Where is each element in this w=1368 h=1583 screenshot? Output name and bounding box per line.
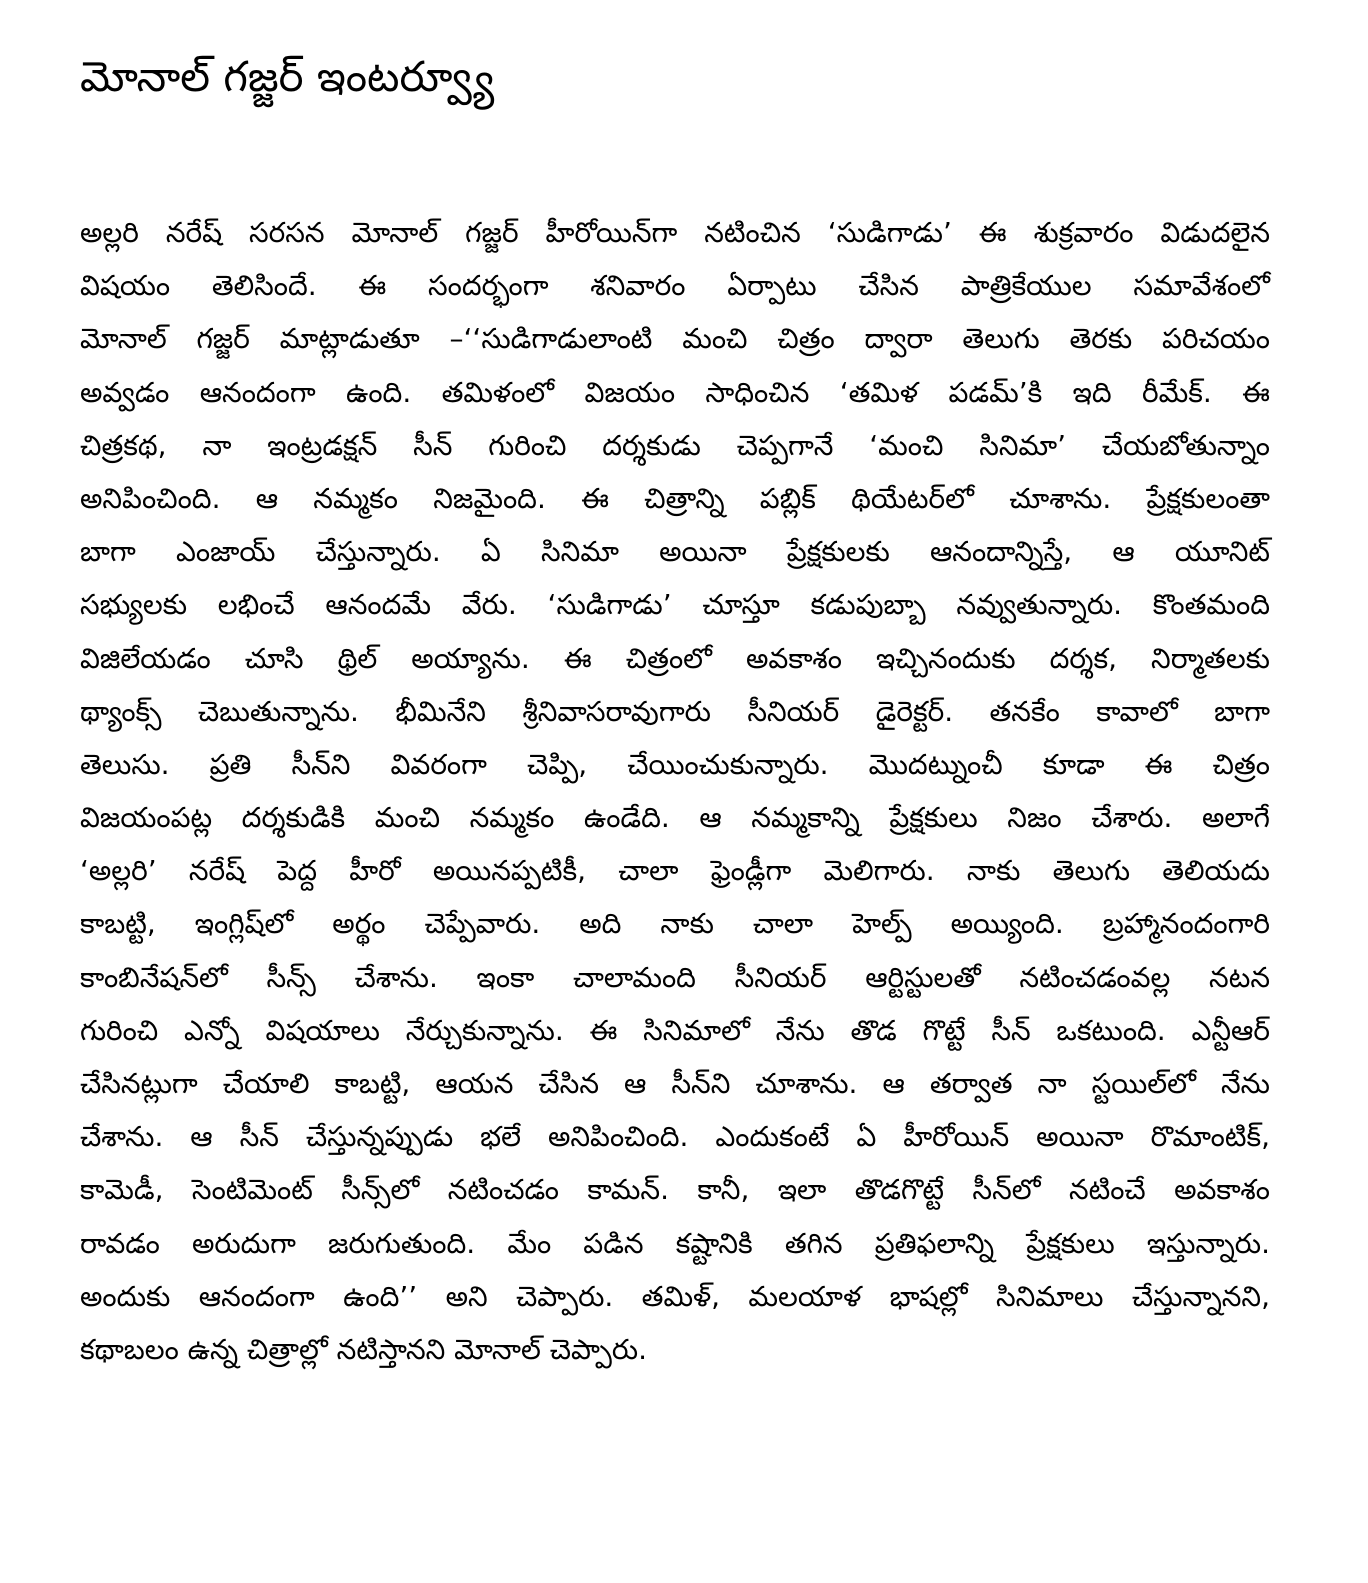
body-line: అనిపించింది. ఆ నమ్మకం నిజమైంది. ఈ చిత్రాన్ని పబ్లిక్ థియేటర్‌లో చూశాను. ప్రేక్షకులంతా xyxy=(80,481,1270,515)
body-line: విజయంపట్ల దర్శకుడికి మంచి నమ్మకం ఉండేది. ఆ నమ్మకాన్ని ప్రేక్షకులు నిజం చేశారు. అలాగే xyxy=(80,801,1270,835)
body-line: కాంబినేషన్‌లో సీన్స్ చేశాను. ఇంకా చాలామంది సీనియర్ ఆర్టిస్టులతో నటించడంవల్ల నటన xyxy=(80,960,1270,994)
article-title: మోనాల్ గజ్జర్ ఇంటర్వ్యూ xyxy=(80,52,495,101)
body-line: కథాబలం ఉన్న చిత్రాల్లో నటిస్తానని మోనాల్ చెప్పారు. xyxy=(80,1332,648,1366)
body-line: తెలుసు. ప్రతి సీన్‌ని వివరంగా చెప్పి, చేయించుకున్నారు. మొదట్నుంచీ కూడా ఈ చిత్రం xyxy=(80,747,1270,781)
body-line: విషయం తెలిసిందే. ఈ సందర్భంగా శనివారం ఏర్పాటు చేసిన పాత్రికేయుల సమావేశంలో xyxy=(80,269,1270,303)
body-line: థ్యాంక్స్ చెబుతున్నాను. భీమినేని శ్రీనివాసరావుగారు సీనియర్ డైరెక్టర్. తనకేం కావాలో బాగా xyxy=(80,694,1270,728)
body-line: సభ్యులకు లభించే ఆనందమే వేరు. ‘సుడిగాడు’ చూస్తూ కడుపుబ్బా నవ్వుతున్నారు. కొంతమంది xyxy=(80,588,1270,622)
body-line: అందుకు ఆనందంగా ఉంది’’ అని చెప్పారు. తమిళ్, మలయాళ భాషల్లో సినిమాలు చేస్తున్నానని, xyxy=(80,1279,1270,1313)
body-line: గురించి ఎన్నో విషయాలు నేర్చుకున్నాను. ఈ సినిమాలో నేను తొడ గొట్టే సీన్ ఒకటుంది. ఎన్టీఆర్ xyxy=(80,1013,1270,1047)
article-body xyxy=(80,206,1270,1376)
body-line: చేశాను. ఆ సీన్ చేస్తున్నప్పుడు భలే అనిపించింది. ఎందుకంటే ఏ హీరోయిన్ అయినా రొమాంటిక్, xyxy=(80,1120,1270,1154)
body-line: కామెడీ, సెంటిమెంట్ సీన్స్‌లో నటించడం కామన్. కానీ, ఇలా తొడగొట్టే సీన్‌లో నటించే అవకాశం xyxy=(80,1173,1270,1207)
body-line: మోనాల్ గజ్జర్ మాట్లాడుతూ –‘‘సుడిగాడులాంటి మంచి చిత్రం ద్వారా తెలుగు తెరకు పరిచయం xyxy=(80,322,1270,356)
body-line: విజిలేయడం చూసి థ్రిల్ అయ్యాను. ఈ చిత్రంలో అవకాశం ఇచ్చినందుకు దర్శక, నిర్మాతలకు xyxy=(80,641,1270,675)
body-line: బాగా ఎంజాయ్ చేస్తున్నారు. ఏ సినిమా అయినా ప్రేక్షకులకు ఆనందాన్నిస్తే, ఆ యూనిట్ xyxy=(80,535,1270,569)
body-line: కాబట్టి, ఇంగ్లిష్‌లో అర్థం చెప్పేవారు. అది నాకు చాలా హెల్ప్ అయ్యింది. బ్రహ్మానందంగారి xyxy=(80,907,1270,941)
body-line: అవ్వడం ఆనందంగా ఉంది. తమిళంలో విజయం సాధించిన ‘తమిళ పడమ్’కి ఇది రీమేక్. ఈ xyxy=(80,375,1270,409)
body-line: రావడం అరుదుగా జరుగుతుంది. మేం పడిన కష్టానికి తగిన ప్రతిఫలాన్ని ప్రేక్షకులు ఇస్తున్నారు. xyxy=(80,1226,1270,1260)
body-line: చేసినట్లుగా చేయాలి కాబట్టి, ఆయన చేసిన ఆ సీన్‌ని చూశాను. ఆ తర్వాత నా స్టయిల్‌లో నేను xyxy=(80,1067,1270,1100)
body-line: అల్లరి నరేష్ సరసన మోనాల్ గజ్జర్ హీరోయిన్‌గా నటించిన ‘సుడిగాడు’ ఈ శుక్రవారం విడుదలైన xyxy=(80,216,1270,249)
body-line: ‘అల్లరి’ నరేష్ పెద్ద హీరో అయినప్పటికీ, చాలా ఫ్రెండ్లీగా మెలిగారు. నాకు తెలుగు తెలియదు xyxy=(80,854,1270,888)
body-line: చిత్రకథ, నా ఇంట్రడక్షన్ సీన్ గురించి దర్శకుడు చెప్పగానే ‘మంచి సినిమా’ చేయబోతున్నాం xyxy=(80,428,1270,462)
